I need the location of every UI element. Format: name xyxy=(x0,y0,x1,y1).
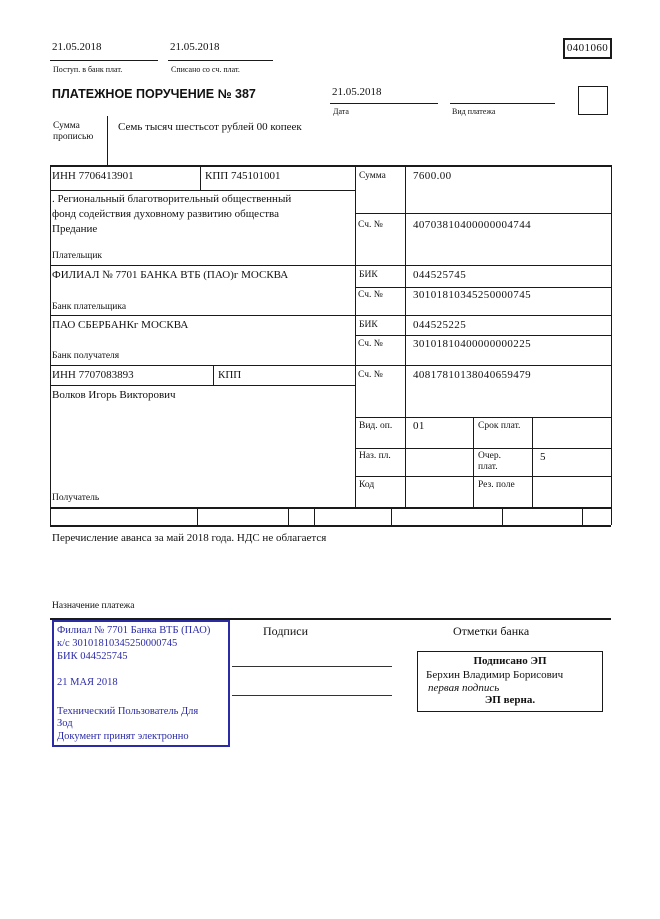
date-underline xyxy=(330,103,438,104)
payer-bank-account: 30101810345250000745 xyxy=(413,289,531,301)
debited-date-underline xyxy=(168,60,273,61)
benef-kpp-label: КПП xyxy=(218,369,242,381)
amount-in-words-value: Семь тысяч шестьсот рублей 00 копеек xyxy=(118,121,302,133)
op-type-label: Вид. оп. xyxy=(359,421,393,431)
tax-row-v3 xyxy=(314,507,315,525)
payer-section-label: Плательщик xyxy=(52,251,103,261)
inn-kpp-divider-bottom xyxy=(213,365,214,385)
table-bottom-border xyxy=(50,507,611,509)
form-code: 0401060 xyxy=(566,42,609,54)
benef-bank-bik-underline xyxy=(355,335,611,336)
priority-label: Очер. плат. xyxy=(478,451,501,472)
payer-account: 40703810400000004744 xyxy=(413,219,531,231)
benef-bank-section-label: Банк получателя xyxy=(52,351,120,361)
stamp-title: Подписано ЭП xyxy=(473,655,547,667)
inn-kpp-divider-top xyxy=(200,165,201,190)
tax-row-v2 xyxy=(288,507,289,525)
benef-bank-bik-label: БИК xyxy=(359,320,378,330)
payer-inn: ИНН 7706413901 xyxy=(52,170,134,182)
date-label: Дата xyxy=(333,107,349,116)
payer-bank-bik: 044525745 xyxy=(413,269,467,281)
acceptance-user-line1: Технический Пользователь Для xyxy=(57,706,199,717)
benef-bank-account: 30101810400000000225 xyxy=(413,338,531,350)
acceptance-bik: БИК 044525745 xyxy=(57,651,128,662)
amount-words-divider xyxy=(107,116,108,166)
stamp-validity: ЭП верна. xyxy=(484,694,536,706)
purpose-code-label: Наз. пл. xyxy=(359,451,391,461)
tax-row-v6 xyxy=(582,507,583,525)
reserve-field-label: Рез. поле xyxy=(478,480,515,490)
payer-name-line1: . Региональный благотворительный общественный xyxy=(52,193,292,205)
payer-name-line3: Предание xyxy=(52,223,98,235)
benef-inn-underline xyxy=(50,385,355,386)
signature-line-2 xyxy=(232,695,392,696)
tax-row-v1 xyxy=(197,507,198,525)
tax-row-bottom-border xyxy=(50,525,611,527)
inn-row-underline xyxy=(50,190,355,191)
payer-section-border xyxy=(50,265,611,266)
benef-inn: ИНН 7707083893 xyxy=(52,369,134,381)
benef-bank-section-border xyxy=(50,365,611,366)
tax-row-v7 xyxy=(611,507,612,525)
received-in-bank-label: Поступ. в банк плат. xyxy=(53,65,123,74)
sum-cell-underline xyxy=(355,213,611,214)
bank-marks-header: Отметки банка xyxy=(453,624,530,638)
op-col3-border xyxy=(532,417,533,507)
label-column-border xyxy=(355,165,356,507)
document-date: 21.05.2018 xyxy=(332,86,382,98)
value-column-border xyxy=(405,165,406,507)
payer-bank-bik-underline xyxy=(355,287,611,288)
op-type-value: 01 xyxy=(413,420,425,432)
received-in-bank-date: 21.05.2018 xyxy=(52,41,102,53)
acceptance-date: 21 МАЯ 2018 xyxy=(57,677,118,688)
payer-name-line2: фонд содействия духовному развитию общества xyxy=(52,208,279,220)
benef-bank-account-label: Сч. № xyxy=(358,339,383,349)
amount-in-words-label: Сумма прописью xyxy=(53,121,94,142)
benef-account-label: Сч. № xyxy=(358,370,383,380)
payment-purpose-text: Перечисление аванса за май 2018 года. НДС не облагается xyxy=(52,532,327,544)
payment-type-underline xyxy=(450,103,555,104)
op-col2-border xyxy=(473,417,474,507)
tax-row-v0 xyxy=(50,507,51,525)
benef-bank-bik: 044525225 xyxy=(413,319,467,331)
stamp-signature-type: первая подпись xyxy=(428,682,500,694)
acceptance-status: Документ принят электронно xyxy=(57,731,189,742)
priority-value: 5 xyxy=(540,451,546,463)
payer-bank-section-border xyxy=(50,315,611,316)
received-date-underline xyxy=(50,60,158,61)
status-field-box xyxy=(578,86,608,115)
op-table-top xyxy=(355,417,611,418)
signature-line-1 xyxy=(232,666,392,667)
sum-value: 7600.00 xyxy=(413,170,452,182)
benef-account: 40817810138040659479 xyxy=(413,369,531,381)
debited-date: 21.05.2018 xyxy=(170,41,220,53)
acceptance-bank-name: Филиал № 7701 Банка ВТБ (ПАО) xyxy=(57,625,211,636)
table-right-border xyxy=(611,165,612,507)
stamp-signer-name: Берхин Владимир Борисович xyxy=(426,669,564,681)
payer-bank-bik-label: БИК xyxy=(359,270,378,280)
signatures-header: Подписи xyxy=(263,624,309,638)
payer-kpp: КПП 745101001 xyxy=(205,170,281,182)
acceptance-corr-account: к/с 30101810345250000745 xyxy=(57,638,178,649)
payment-purpose-label: Назначение платежа xyxy=(52,601,135,611)
tax-row-v5 xyxy=(502,507,503,525)
op-row2-underline xyxy=(355,476,611,477)
debited-label: Списано со сч. плат. xyxy=(171,65,240,74)
table-top-border xyxy=(50,165,611,167)
payer-account-label: Сч. № xyxy=(358,220,383,230)
acceptance-user-line2: Зод xyxy=(57,718,73,729)
benef-name: Волков Игорь Викторович xyxy=(52,389,176,401)
document-title: ПЛАТЕЖНОЕ ПОРУЧЕНИЕ № 387 xyxy=(52,87,256,101)
payer-bank-name: ФИЛИАЛ № 7701 БАНКА ВТБ (ПАО)г МОСКВА xyxy=(52,269,289,281)
table-left-border xyxy=(50,165,51,507)
pay-term-label: Срок плат. xyxy=(478,421,521,431)
payer-bank-account-label: Сч. № xyxy=(358,290,383,300)
op-row1-underline xyxy=(355,448,611,449)
payer-bank-section-label: Банк плательщика xyxy=(52,302,127,312)
benef-section-label: Получатель xyxy=(52,493,100,503)
payment-type-label: Вид платежа xyxy=(452,107,496,116)
benef-bank-name: ПАО СБЕРБАНКг МОСКВА xyxy=(52,319,189,331)
code-label: Код xyxy=(359,480,375,490)
tax-row-v4 xyxy=(391,507,392,525)
sum-label: Сумма xyxy=(359,171,386,181)
